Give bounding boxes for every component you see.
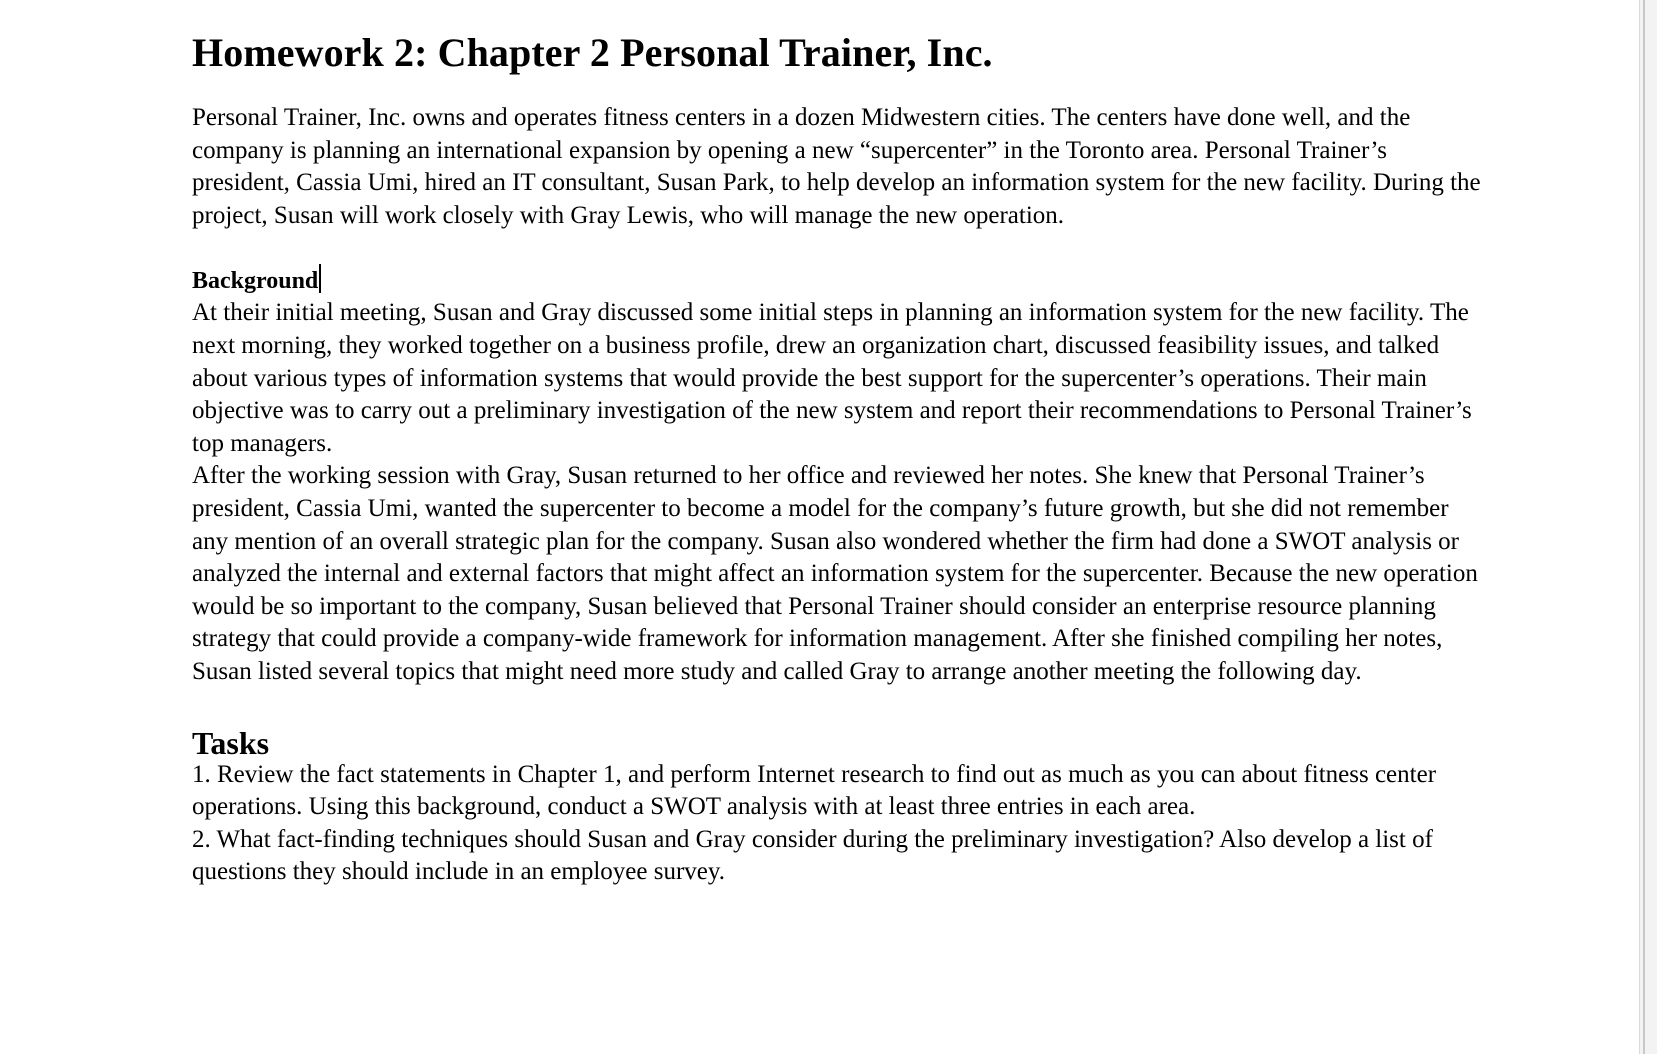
task-item-2: 2. What fact-finding techniques should Susan and Gray consider during the preliminary investigation? Also develop a list of questions they should include in an employee survey. — [192, 825, 1433, 886]
text-cursor — [319, 264, 321, 293]
vertical-scrollbar[interactable] — [1639, 0, 1657, 1054]
intro-paragraph: Personal Trainer, Inc. owns and operates fitness centers in a dozen Midwestern cities. The centers have done well, and the company is planning an international expansion by opening a new “supercenter” in the Toronto area. Personal Trainer’s president, Cassia Umi, hired an IT consultant, Susan Park, to help develop an information system for the new facility. During the project, Susan will work closely with Gray Lewis, who will manage the new operation. — [192, 104, 1481, 229]
scrollbar-track — [1643, 0, 1645, 1054]
document-body — [192, 28, 1482, 889]
background-heading: Background — [192, 268, 319, 295]
tasks-heading: Tasks — [192, 724, 270, 761]
document-title: Homework 2: Chapter 2 Personal Trainer, Inc. — [192, 30, 993, 75]
background-heading-line — [192, 264, 1482, 297]
background-paragraph-2: After the working session with Gray, Susan returned to her office and reviewed her notes. She knew that Personal Trainer’s president, Cassia Umi, wanted the supercenter to become a model for the company’s future growth, but she did not remember any mention of an overall strategic plan for the company. Susan also wondered whether the firm had done a SWOT analysis or analyzed the internal and external factors that might affect an information system for the supercenter. Because the new operation would be so important to the company, Susan believed that Personal Trainer should consider an enterprise resource planning strategy that could provide a company-wide framework for information management. After she finished compiling her notes, Susan listed several topics that might need more study and called Gray to arrange another meeting the following day. — [192, 462, 1478, 685]
task-item-1: 1. Review the fact statements in Chapter 1, and perform Internet research to find out as much as you can about fitness center operations. Using this background, conduct a SWOT analysis with at least three entries in each area. — [192, 760, 1437, 821]
background-paragraph-1: At their initial meeting, Susan and Gray discussed some initial steps in planning an information system for the new facility. The next morning, they worked together on a business profile, drew an organization chart, discussed feasibility issues, and talked about various types of information systems that would provide the best support for the supercenter’s operations. Their main objective was to carry out a preliminary investigation of the new system and report their recommendations to Personal Trainer’s top managers. — [192, 299, 1472, 457]
